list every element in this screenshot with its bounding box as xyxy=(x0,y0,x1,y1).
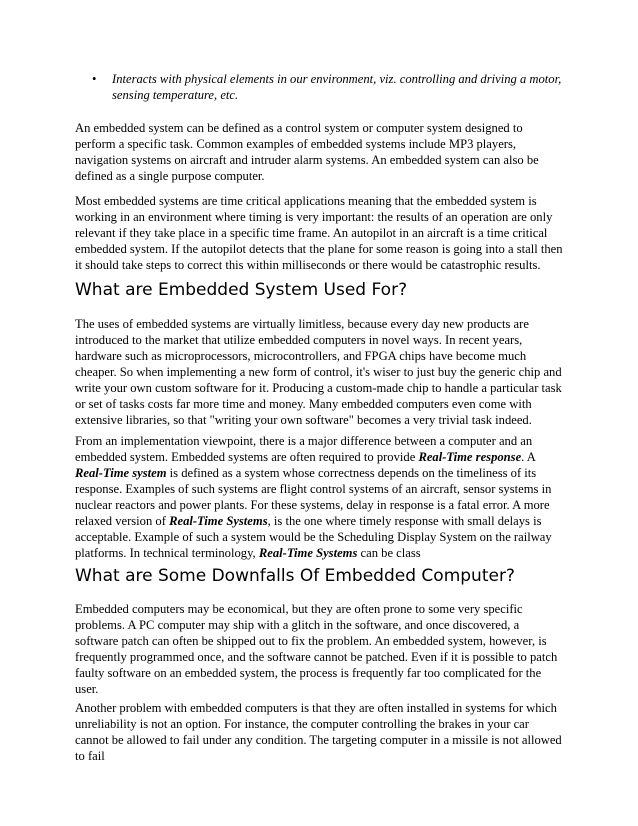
section-heading-uses: What are Embedded System Used For? xyxy=(75,280,408,300)
paragraph-definition xyxy=(75,120,565,184)
paragraph-reliability xyxy=(75,700,565,764)
paragraph-time-critical xyxy=(75,193,565,273)
section-heading-downfalls: What are Some Downfalls Of Embedded Computer? xyxy=(75,566,515,586)
paragraph-text: Most embedded systems are time critical applications meaning that the embedded system is working in an environment where timing is very important: the results of an operation are only relevant if they take place in a specific time frame. An autopilot in an aircraft is a time critical embedded system. If the autopilot detects that the plane for some reason is going into a stall then it should take steps to correct this within milliseconds or there would be catastrophic results. xyxy=(75,194,563,272)
text-run: From an implementation viewpoint, there is a major difference between a computer and an embedded system. Embedded systems are often required to provide xyxy=(75,434,533,464)
paragraph-real-time xyxy=(75,433,565,561)
bullet-marker: • xyxy=(92,72,97,86)
text-run: can be class xyxy=(357,546,421,560)
emphasis-real-time-response: Real-Time response xyxy=(418,450,522,464)
emphasis-real-time-systems: Real-Time Systems xyxy=(258,546,358,560)
emphasis-real-time-systems: Real-Time Systems xyxy=(169,514,268,528)
paragraph-text: The uses of embedded systems are virtually limitless, because every day new products are introduced to the market that utilize embedded computers in novel ways. In recent years, hardware such as microprocessors, microcontrollers, and FPGA chips have become much cheaper. So when implementing a new form of control, it's wiser to just buy the generic chip and write your own custom software for it. Producing a custom-made chip to handle a particular task or set of tasks costs far more time and money. Many embedded computers even come with extensive libraries, so that "writing your own software" becomes a very trivial task indeed. xyxy=(75,317,562,427)
text-run: . A xyxy=(521,450,536,464)
paragraph-downfalls xyxy=(75,601,565,697)
paragraph-text: Another problem with embedded computers is that they are often installed in systems for which unreliability is not an option. For instance, the computer controlling the brakes in your car cannot be allowed to fail under any condition. The targeting computer in a missile is not allowed to fail xyxy=(75,701,562,763)
bullet-item: Interacts with physical elements in our environment, viz. controlling and driving a motor, sensing temperature, etc. xyxy=(112,72,562,102)
paragraph-uses xyxy=(75,316,565,428)
text-run: is defined as a system whose correctness depends on the timeliness of its response. Examples of such systems are flight control systems of an aircraft, sensor systems in nuclear reactors and power plants. For these systems, delay in response is a fatal error. A more relaxed version of xyxy=(75,466,552,528)
paragraph-text xyxy=(75,433,565,561)
text-run: , is the one where timely response with small delays is acceptable. Example of such a system would be the Scheduling Display System on the railway platforms. In technical terminology, xyxy=(75,514,552,560)
emphasis-real-time-system: Real-Time system xyxy=(75,466,167,480)
paragraph-text: An embedded system can be defined as a control system or computer system designed to perform a specific task. Common examples of embedded systems include MP3 players, navigation systems on aircraft and intruder alarm systems. An embedded system can also be defined as a single purpose computer. xyxy=(75,121,539,183)
paragraph-text: Embedded computers may be economical, but they are often prone to some very specific problems. A PC computer may ship with a glitch in the software, and once discovered, a software patch can often be shipped out to fix the problem. An embedded system, however, is frequently programmed once, and the software cannot be patched. Even if it is possible to patch faulty software on an embedded system, the process is frequently far too complicated for the user. xyxy=(75,602,558,696)
